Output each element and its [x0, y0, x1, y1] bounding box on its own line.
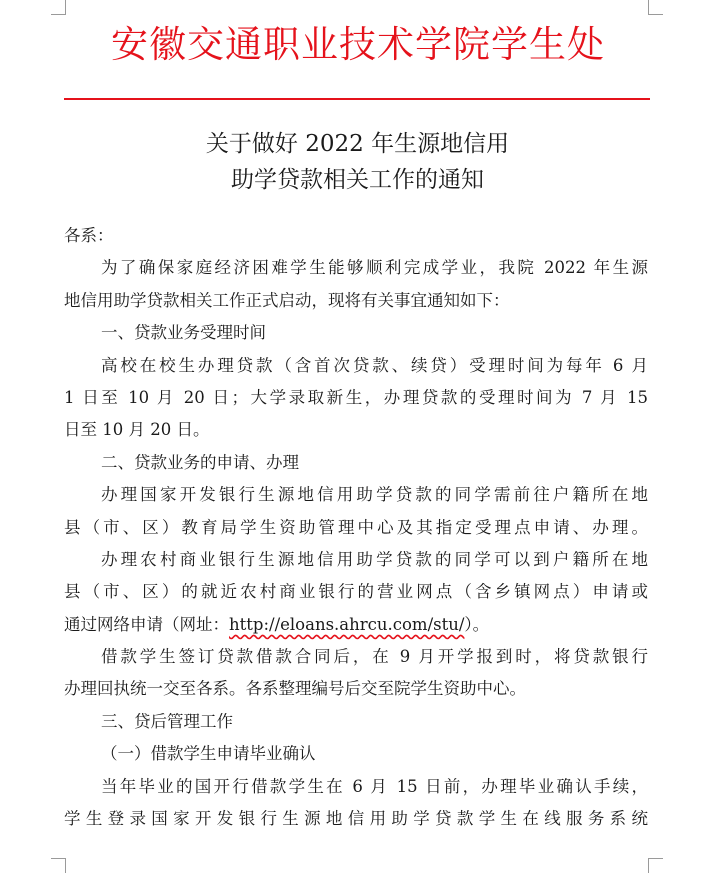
paragraph-line: 日至 10 月 20 日。 — [64, 420, 210, 440]
paragraph-line: 办理回执统一交至各系。各系整理编号后交至院学生资助中心。 — [64, 679, 526, 699]
url-suffix: ）。 — [464, 614, 490, 634]
paragraph-line-with-url — [64, 609, 648, 641]
crop-mark-bottom-right — [648, 858, 663, 873]
url-prefix: 通过网络申请（网址： — [64, 614, 229, 634]
crop-mark-top-right — [648, 0, 663, 15]
paragraph-line: 高校在校生办理贷款（含首次贷款、续贷）受理时间为每年 6 月 — [101, 355, 648, 375]
subsection-heading-1: （一）借款学生申请毕业确认 — [101, 744, 316, 764]
paragraph-line: 县（市、区）的就近农村商业银行的营业网点（含乡镇网点）申请或 — [64, 582, 648, 602]
paragraph-line: 为了确保家庭经济困难学生能够顺利完成学业，我院 2022 年生源 — [101, 258, 648, 278]
paragraph-line: 办理国家开发银行生源地信用助学贷款的同学需前往户籍所在地 — [101, 485, 648, 505]
loan-website-link[interactable]: http://eloans.ahrcu.com/stu/ — [229, 614, 465, 634]
document-body — [64, 220, 648, 835]
section-heading-3: 三、贷后管理工作 — [101, 711, 233, 731]
crop-mark-top-left — [51, 0, 66, 15]
masthead-org-name: 安徽交通职业技术学院学生处 — [111, 23, 605, 66]
salutation: 各系： — [64, 226, 114, 245]
paragraph-line: 办理农村商业银行生源地信用助学贷款的同学可以到户籍所在地 — [101, 549, 648, 569]
title-line-1: 关于做好 2022 年生源地信用 — [205, 131, 510, 157]
title-line-2: 助学贷款相关工作的通知 — [231, 167, 484, 193]
crop-mark-bottom-left — [51, 858, 66, 873]
paragraph-line: 学生登录国家开发银行生源地信用助学贷款学生在线服务系统 — [64, 809, 648, 829]
paragraph-line: 县（市、区）教育局学生资助管理中心及其指定受理点申请、办理。 — [64, 517, 648, 537]
paragraph-line: 1 日至 10 月 20 日；大学录取新生，办理贷款的受理时间为 7 月 15 — [64, 387, 648, 407]
paragraph-line: 借款学生签订贷款借款合同后，在 9 月开学报到时，将贷款银行 — [101, 647, 648, 667]
document-title — [60, 126, 655, 198]
masthead-red-rule — [64, 98, 650, 100]
section-heading-2: 二、贷款业务的申请、办理 — [101, 452, 299, 472]
paragraph-line: 地信用助学贷款相关工作正式启动，现将有关事宜通知如下： — [64, 290, 510, 310]
paragraph-line: 当年毕业的国开行借款学生在 6 月 15 日前，办理毕业确认手续， — [101, 776, 648, 796]
section-heading-1: 一、贷款业务受理时间 — [101, 323, 266, 343]
